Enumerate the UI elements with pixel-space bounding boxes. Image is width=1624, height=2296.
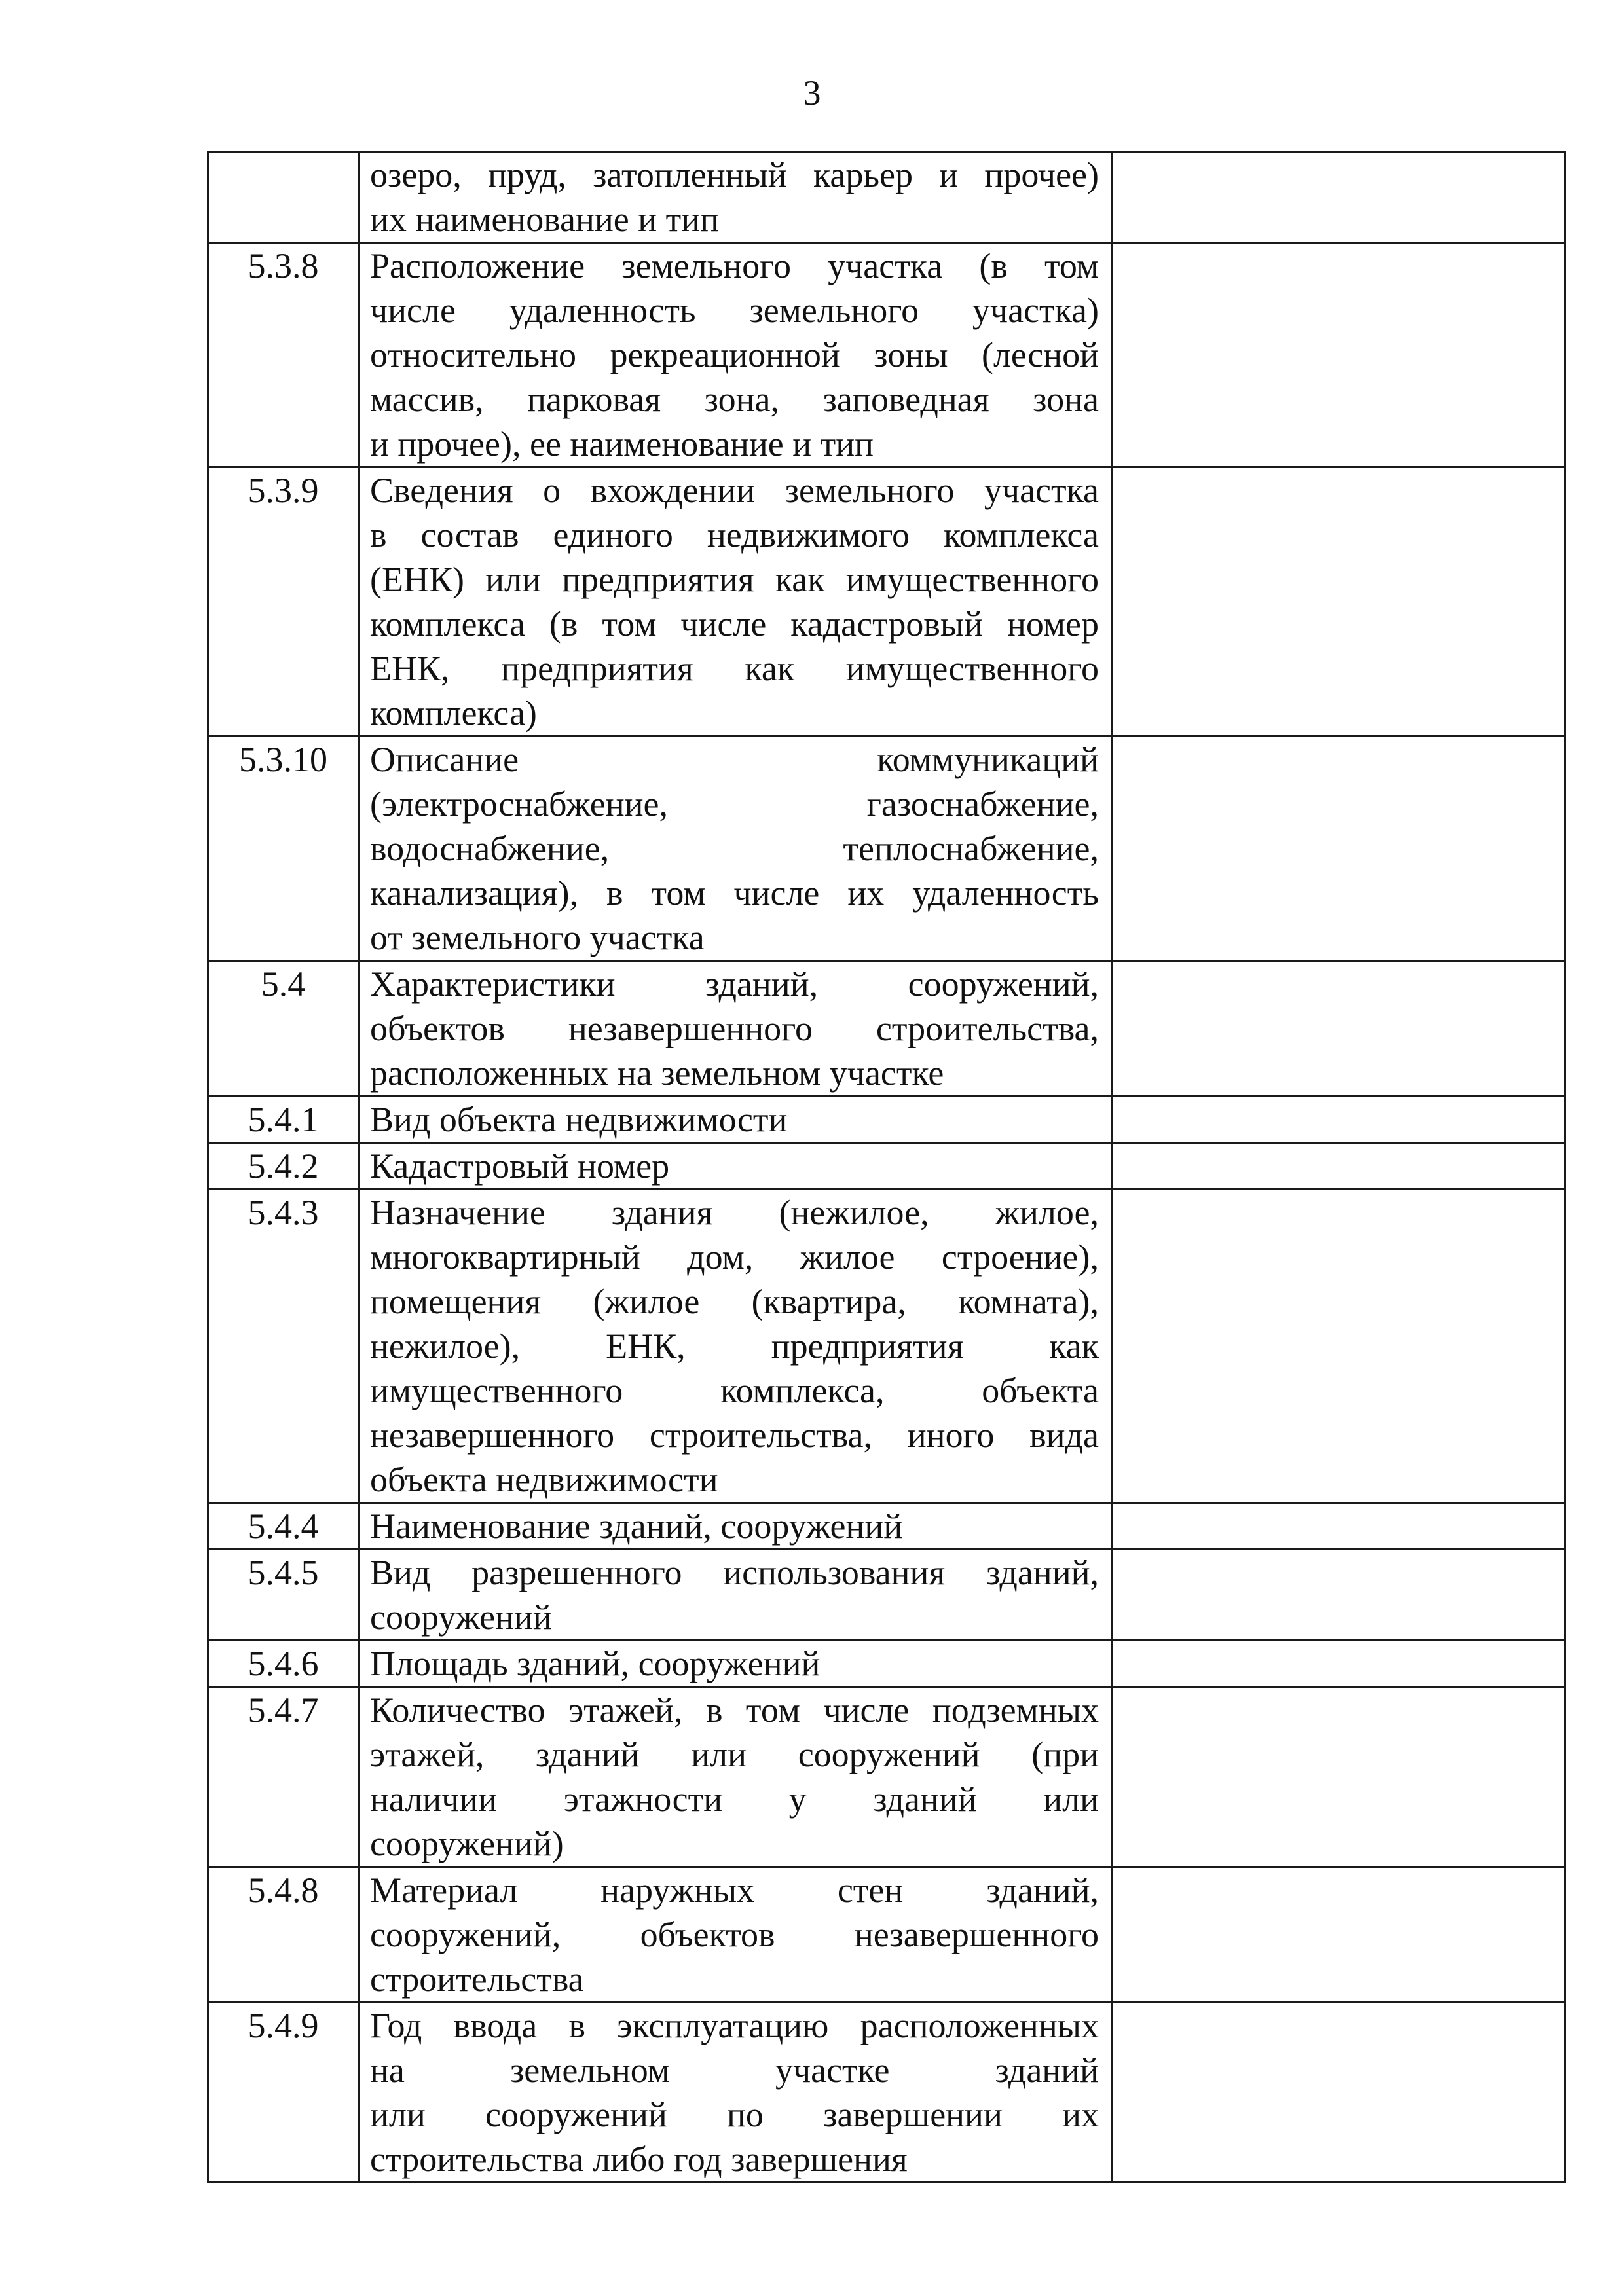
row-value-cell[interactable] xyxy=(1112,243,1565,467)
description-line: водоснабжение, теплоснабжение, xyxy=(370,829,1099,868)
description-line: Сведения о вхождении земельного участка xyxy=(370,471,1099,510)
table-row xyxy=(208,1503,1565,1550)
description-line: имущественного комплекса, объекта xyxy=(370,1371,1099,1410)
row-number: 5.4.8 xyxy=(208,1867,359,2003)
description-line: числе удаленность земельного участка) xyxy=(370,291,1099,330)
row-number: 5.3.8 xyxy=(208,243,359,467)
table-row xyxy=(208,1097,1565,1143)
description-line: расположенных на земельном участке xyxy=(370,1053,944,1093)
description-line: объектов незавершенного строительства, xyxy=(370,1009,1099,1048)
description-line: Кадастровый номер xyxy=(370,1146,670,1186)
row-description xyxy=(359,1503,1112,1550)
row-value-cell[interactable] xyxy=(1112,1190,1565,1503)
description-line: или сооружений по завершении их xyxy=(370,2095,1099,2134)
row-description xyxy=(359,1097,1112,1143)
row-description xyxy=(359,1190,1112,1503)
description-line: строительства xyxy=(370,1959,584,1999)
row-number: 5.3.9 xyxy=(208,467,359,737)
table-row xyxy=(208,1641,1565,1687)
row-value-cell[interactable] xyxy=(1112,1867,1565,2003)
row-description xyxy=(359,1143,1112,1190)
description-line: Расположение земельного участка (в том xyxy=(370,246,1099,285)
description-line: комплекса) xyxy=(370,693,537,733)
table-row xyxy=(208,467,1565,737)
row-number: 5.3.10 xyxy=(208,737,359,961)
row-description xyxy=(359,1550,1112,1641)
row-number xyxy=(208,152,359,243)
table-row xyxy=(208,1190,1565,1503)
description-line: Вид разрешенного использования зданий, xyxy=(370,1553,1099,1592)
row-value-cell[interactable] xyxy=(1112,152,1565,243)
row-value-cell[interactable] xyxy=(1112,1503,1565,1550)
row-description xyxy=(359,152,1112,243)
table-row xyxy=(208,2003,1565,2183)
row-value-cell[interactable] xyxy=(1112,467,1565,737)
row-value-cell[interactable] xyxy=(1112,1097,1565,1143)
row-value-cell[interactable] xyxy=(1112,1641,1565,1687)
row-number: 5.4.2 xyxy=(208,1143,359,1190)
description-line: их наименование и тип xyxy=(370,200,720,239)
row-number: 5.4.9 xyxy=(208,2003,359,2183)
description-line: Наименование зданий, сооружений xyxy=(370,1506,903,1546)
page-number: 3 xyxy=(803,73,821,113)
description-line: Вид объекта недвижимости xyxy=(370,1100,788,1139)
description-line: в состав единого недвижимого комплекса xyxy=(370,515,1099,555)
row-value-cell[interactable] xyxy=(1112,961,1565,1097)
description-line: Характеристики зданий, сооружений, xyxy=(370,964,1099,1004)
description-line: от земельного участка xyxy=(370,918,705,957)
description-line: незавершенного строительства, иного вида xyxy=(370,1415,1099,1455)
row-value-cell[interactable] xyxy=(1112,1687,1565,1867)
row-number: 5.4 xyxy=(208,961,359,1097)
table-row xyxy=(208,152,1565,243)
description-line: озеро, пруд, затопленный карьер и прочее) xyxy=(370,155,1099,194)
description-line: наличии этажности у зданий или xyxy=(370,1779,1099,1819)
row-description xyxy=(359,1641,1112,1687)
row-description xyxy=(359,961,1112,1097)
row-number: 5.4.6 xyxy=(208,1641,359,1687)
row-number: 5.4.5 xyxy=(208,1550,359,1641)
row-description xyxy=(359,467,1112,737)
description-line: объекта недвижимости xyxy=(370,1460,718,1499)
characteristics-table xyxy=(207,151,1566,2183)
description-line: комплекса (в том числе кадастровый номер xyxy=(370,604,1099,644)
row-value-cell[interactable] xyxy=(1112,737,1565,961)
description-line: на земельном участке зданий xyxy=(370,2050,1099,2090)
description-line: Количество этажей, в том числе подземных xyxy=(370,1690,1099,1730)
description-line: сооружений) xyxy=(370,1824,564,1863)
description-line: сооружений xyxy=(370,1597,552,1637)
description-line: и прочее), ее наименование и тип xyxy=(370,424,874,464)
table-row xyxy=(208,1550,1565,1641)
table-body xyxy=(208,152,1565,2183)
row-description xyxy=(359,1867,1112,2003)
row-number: 5.4.3 xyxy=(208,1190,359,1503)
row-value-cell[interactable] xyxy=(1112,1143,1565,1190)
description-line: канализация), в том числе их удаленность xyxy=(370,873,1099,913)
description-line: строительства либо год завершения xyxy=(370,2140,908,2179)
description-line: Назначение здания (нежилое, жилое, xyxy=(370,1193,1099,1232)
row-number: 5.4.7 xyxy=(208,1687,359,1867)
row-number: 5.4.1 xyxy=(208,1097,359,1143)
description-line: этажей, зданий или сооружений (при xyxy=(370,1735,1099,1774)
description-line: относительно рекреационной зоны (лесной xyxy=(370,335,1099,374)
table-row xyxy=(208,1687,1565,1867)
description-line: нежилое), ЕНК, предприятия как xyxy=(370,1326,1099,1366)
table-row xyxy=(208,243,1565,467)
description-line: (ЕНК) или предприятия как имущественного xyxy=(370,560,1099,599)
row-description xyxy=(359,737,1112,961)
description-line: многоквартирный дом, жилое строение), xyxy=(370,1237,1099,1277)
row-description xyxy=(359,1687,1112,1867)
description-line: ЕНК, предприятия как имущественного xyxy=(370,649,1099,688)
description-line: массив, парковая зона, заповедная зона xyxy=(370,380,1099,419)
description-line: Площадь зданий, сооружений xyxy=(370,1644,821,1683)
row-description xyxy=(359,243,1112,467)
description-line: Год ввода в эксплуатацию расположенных xyxy=(370,2006,1099,2045)
table-row xyxy=(208,961,1565,1097)
description-line: сооружений, объектов незавершенного xyxy=(370,1915,1099,1954)
description-line: (электроснабжение, газоснабжение, xyxy=(370,784,1099,824)
row-description xyxy=(359,2003,1112,2183)
table-row xyxy=(208,1143,1565,1190)
description-line: Материал наружных стен зданий, xyxy=(370,1870,1099,1910)
row-number: 5.4.4 xyxy=(208,1503,359,1550)
row-value-cell[interactable] xyxy=(1112,2003,1565,2183)
row-value-cell[interactable] xyxy=(1112,1550,1565,1641)
description-line: помещения (жилое (квартира, комната), xyxy=(370,1282,1099,1321)
table-row xyxy=(208,737,1565,961)
description-line: Описание коммуникаций xyxy=(370,740,1099,779)
table-row xyxy=(208,1867,1565,2003)
